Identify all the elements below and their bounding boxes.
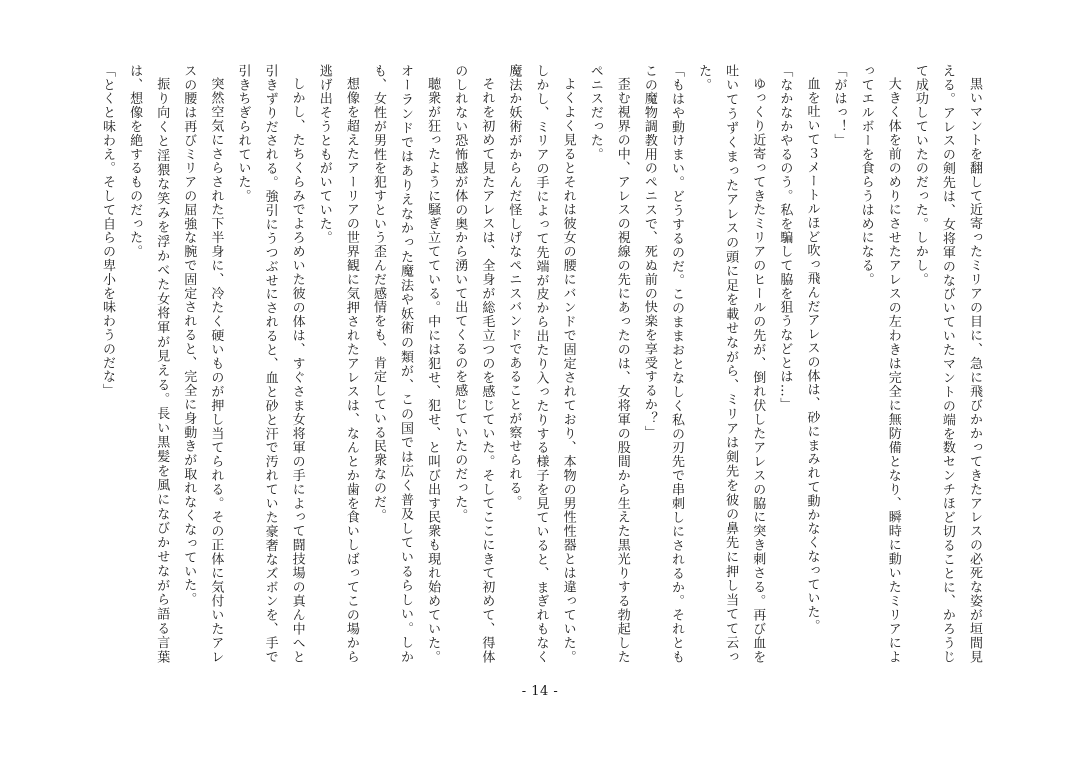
paragraph: 聴衆が狂ったように騒ぎ立てている。中には犯せ、犯せ、と叫び出す民衆も現れ始めていた。オーランドではありえなかった魔法や妖術の類が、この国では広く普及しているらしい。しかも、女性が男性を犯すという歪んだ感情をも、肯定している民衆なのだ。 xyxy=(370,64,441,664)
paragraph: 突然空気にさらされた下半身に、冷たく硬いものが押し当てられる。その正体に気付いたアレスの腰は再びミリアの屈強な腕で固定されると、完全に身動きが取れなくなっていた。 xyxy=(181,64,224,664)
page-number: - 14 - xyxy=(521,684,559,699)
paragraph: 振り向くと淫猥な笑みを浮かべた女将軍が見える。長い黒髪を風になびかせながら語る言葉は、想像を絶するものだった。 xyxy=(127,64,170,664)
paragraph: しかし、たちくらみでよろめいた彼の体は、すぐさま女将軍の手によって闘技場の真ん中へと引きずりだされる。強引にうつぶせにされると、血と砂と汗で汚れていた豪奢なズボンを、手で引きちぎられていた。 xyxy=(235,64,305,664)
paragraph: よくよく見るとそれは彼女の腰にバンドで固定されており、本物の男性性器とは違っていた。しかし、ミリアの手によって先端が皮から出たり入ったりする様子を見ていると、まぎれもなく魔法か妖術がからんだ怪しげなペニスバンドであることが察せられる。 xyxy=(506,64,576,664)
dialogue-line: 「とくと味わえ。そして自らの卑小を味わうのだな」 xyxy=(100,64,115,398)
paragraph: 黒いマントを翻して近寄ったミリアの目に、急に飛びかかってきたアレスの必死な姿が垣間見える。アレスの剣先は、女将軍のなびいていたマントの端を数センチほど切ることに、かろうじて成功していたのだった。しかし。 xyxy=(912,64,982,664)
dialogue-line: 「もはや動けまい。どうするのだ。このままおとなしく私の刃先で串刺しにされるか。それともこの魔物調教用のペニスで、死ぬ前の快楽を享受するか？」 xyxy=(641,64,684,664)
paragraph: 血を吐いて３メートルほど吹っ飛んだアレスの体は、砂にまみれて動かなくなっていた。 xyxy=(804,77,820,633)
paragraph: 大きく体を前のめりにさせたアレスの左わきは完全に無防備となり、瞬時に動いたミリアによってエルボーを食らうはめになる。 xyxy=(858,64,901,664)
paragraph: 想像を超えたアーリアの世界観に気押されたアレスは、なんとか歯を食いしばってこの場から逃げ出そうともがいていた。 xyxy=(316,64,359,664)
vertical-text-body xyxy=(88,64,988,664)
paragraph: ゆっくり近寄ってきたミリアのヒールの先が、倒れ伏したアレスの脇に突き刺さる。再び血を吐いてうずくまったアレスの頭に足を載せながら、ミリアは剣先を彼の鼻先に押し当てて云った。 xyxy=(696,64,766,664)
dialogue-line: 「がはっ！」 xyxy=(831,64,847,148)
dialogue-line: 「なかなかやるのう。私を騙して脇を狙うなどとは…」 xyxy=(777,64,793,412)
paragraph: それを初めて見たアレスは、全身が総毛立つのを感じていた。そしてここにきて初めて、得体のしれない恐怖感が体の奥から湧いて出てくるのを感じていたのだった。 xyxy=(452,64,495,664)
paragraph: 歪む視界の中、アレスの視線の先にあったのは、女将軍の股間から生えた黒光りする勃起したペニスだった。 xyxy=(587,64,630,664)
